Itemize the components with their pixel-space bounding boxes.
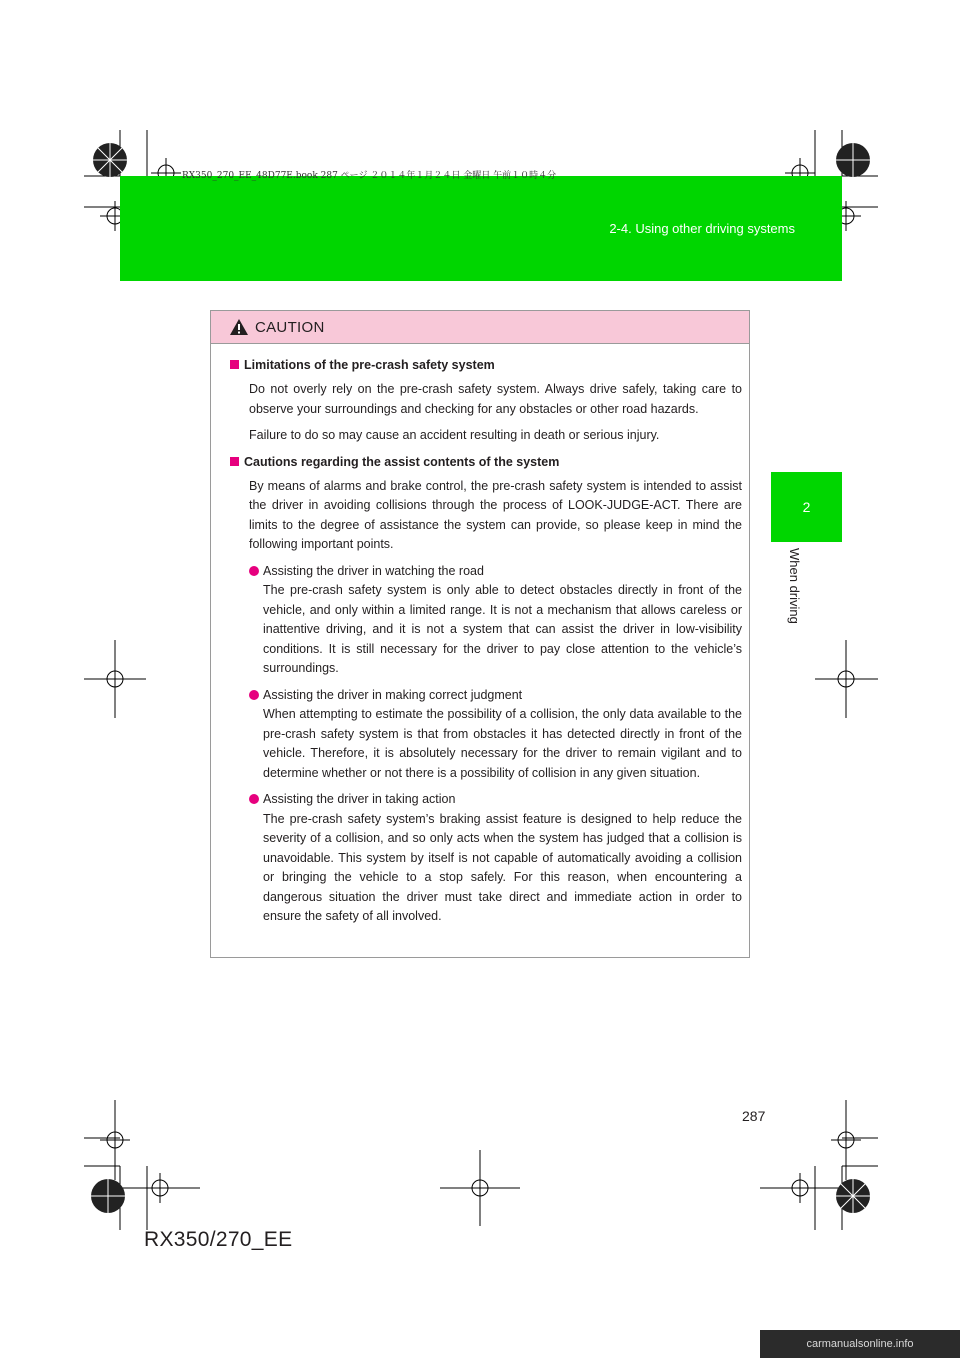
list-item <box>249 790 742 927</box>
paragraph: By means of alarms and brake control, the pre-crash safety system is intended to assist the driver in avoiding collisions through the process of LOOK-JUDGE-ACT. There are limits to the degree of assistance the system can provide, so please keep in mind the following important points. <box>249 478 742 551</box>
chapter-number: 2 <box>802 499 811 515</box>
warning-triangle-icon <box>229 318 249 336</box>
caution-body <box>211 344 749 927</box>
round-bullet-icon <box>249 566 259 576</box>
bullet-title: Assisting the driver in making correct judgment <box>263 687 523 702</box>
bullet-text: When attempting to estimate the possibility of a collision, the only data available to the pre-crash safety system is that from obstacles it has detected directly in front of the vehicle. Therefore, it is absolutely necessary for the driver to remain vigilant and to determine whether or not there is a possibility of collision in any given situation. <box>263 707 742 780</box>
book-file-info: RX350_270_EE_48D77E.book 287 ページ ２０１４年１月２４日 金曜日 午前１０時４分 <box>182 171 557 181</box>
section-heading: Cautions regarding the assist contents of the system <box>230 453 742 471</box>
paragraph: Failure to do so may cause an accident resulting in death or serious injury. <box>249 428 660 442</box>
bullet-title: Assisting the driver in taking action <box>263 792 456 806</box>
square-bullet-icon <box>230 457 239 466</box>
chapter-tab[interactable] <box>771 472 842 542</box>
caution-header <box>211 311 749 344</box>
round-bullet-icon <box>249 794 259 804</box>
watermark[interactable]: carmanualsonline.info <box>760 1330 960 1358</box>
caution-title: CAUTION <box>255 318 325 336</box>
round-bullet-icon <box>249 690 259 700</box>
bullet-text: The pre-crash safety system’s braking assist feature is designed to help reduce the severity of a collision, and so only acts when the system has judged that a collision is unavoidable. This system by itself is not capable of automatically avoiding a collision or bringing the vehicle to a stop safely. For this reason, when encountering a dangerous situation the driver must take direct and immediate action in order to ensure the safety of all involved. <box>263 811 742 923</box>
bullet-text: The pre-crash safety system is only able to detect obstacles directly in front of the vehicle, and only within a limited range. It is not a mechanism that allows careless or inattentive driving, and it is not a system that can assist the driver in low-visibility conditions. It is still necessary for the driver to pay close attention to the vehicle’s surroundings. <box>263 583 742 675</box>
page-number: 287 <box>742 1108 766 1124</box>
chapter-label: When driving <box>787 548 802 624</box>
bullet-title: Assisting the driver in watching the road <box>263 563 484 578</box>
paragraph: Do not overly rely on the pre-crash safety system. Always drive safely, taking care to observe your surroundings and checking for any obstacles or other road hazards. <box>249 382 742 416</box>
square-bullet-icon <box>230 360 239 369</box>
list-item <box>249 562 742 679</box>
caution-box <box>210 310 750 958</box>
section-heading: Limitations of the pre-crash safety system <box>230 356 742 374</box>
section-title: 2-4. Using other driving systems <box>609 221 795 236</box>
list-item <box>249 686 742 784</box>
model-code: RX350/270_EE <box>144 1228 293 1251</box>
